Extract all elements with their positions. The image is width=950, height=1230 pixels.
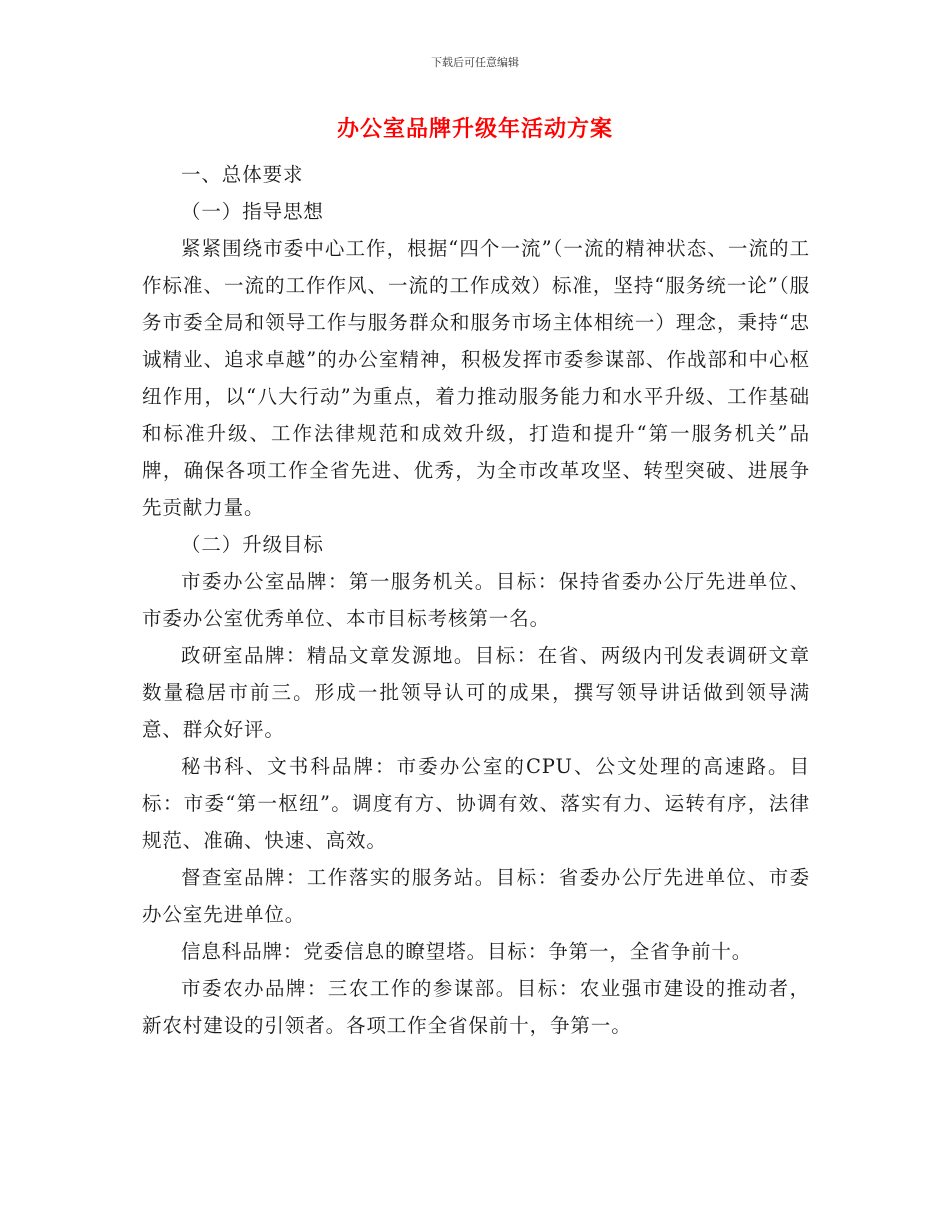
subsection-heading-guiding-ideology: （一）指导思想 [181, 200, 324, 223]
paragraph-inspection-office-brand: 督查室品牌：工作落实的服务站。目标：省委办公厅先进单位、市委办公室先进单位。 [142, 866, 810, 926]
paragraph-secretariat-brand: 秘书科、文书科品牌：市委办公室的CPU、公文处理的高速路。目标：市委“第一枢纽”。调度有方、协调有效、落实有力、运转有序，法律规范、准确、快速、高效。 [142, 755, 810, 852]
paragraph-research-office-brand: 政研室品牌：精品文章发源地。目标：在省、两级内刊发表调研文章数量稳居市前三。形成一批领导认可的成果，撰写领导讲话做到领导满意、群众好评。 [142, 644, 810, 741]
subsection-heading-upgrade-goals: （二）升级目标 [181, 533, 324, 556]
header-note: 下载后可任意编辑 [431, 56, 519, 69]
paragraph-guiding-ideology: 紧紧围绕市委中心工作，根据“四个一流”（一流的精神状态、一流的工作标准、一流的工作作风、一流的工作成效）标准，坚持“服务统一论”（服务市委全局和领导工作与服务群众和服务市场主体相统一）理念，秉持“忠诚精业、追求卓越”的办公室精神，积极发挥市委参谋部、作战部和中心枢纽作用，以“八大行动”为重点，着力推动服务能力和水平升级、工作基础和标准升级、工作法律规范和成效升级，打造和提升“第一服务机关”品牌，确保各项工作全省先进、优秀，为全市改革攻坚、转型突破、进展争先贡献力量。 [142, 237, 810, 519]
paragraph-rural-office-brand: 市委农办品牌：三农工作的参谋部。目标：农业强市建设的推动者，新农村建设的引领者。各项工作全省保前十，争第一。 [142, 977, 810, 1037]
paragraph-information-section-brand: 信息科品牌：党委信息的瞭望塔。目标：争第一，全省争前十。 [181, 940, 753, 963]
paragraph-office-brand: 市委办公室品牌：第一服务机关。目标：保持省委办公厅先进单位、市委办公室优秀单位、本市目标考核第一名。 [142, 570, 810, 630]
section-heading-general-requirements: 一、总体要求 [181, 163, 304, 186]
document-body [142, 156, 810, 1044]
document-title: 办公室品牌升级年活动方案 [336, 116, 613, 142]
